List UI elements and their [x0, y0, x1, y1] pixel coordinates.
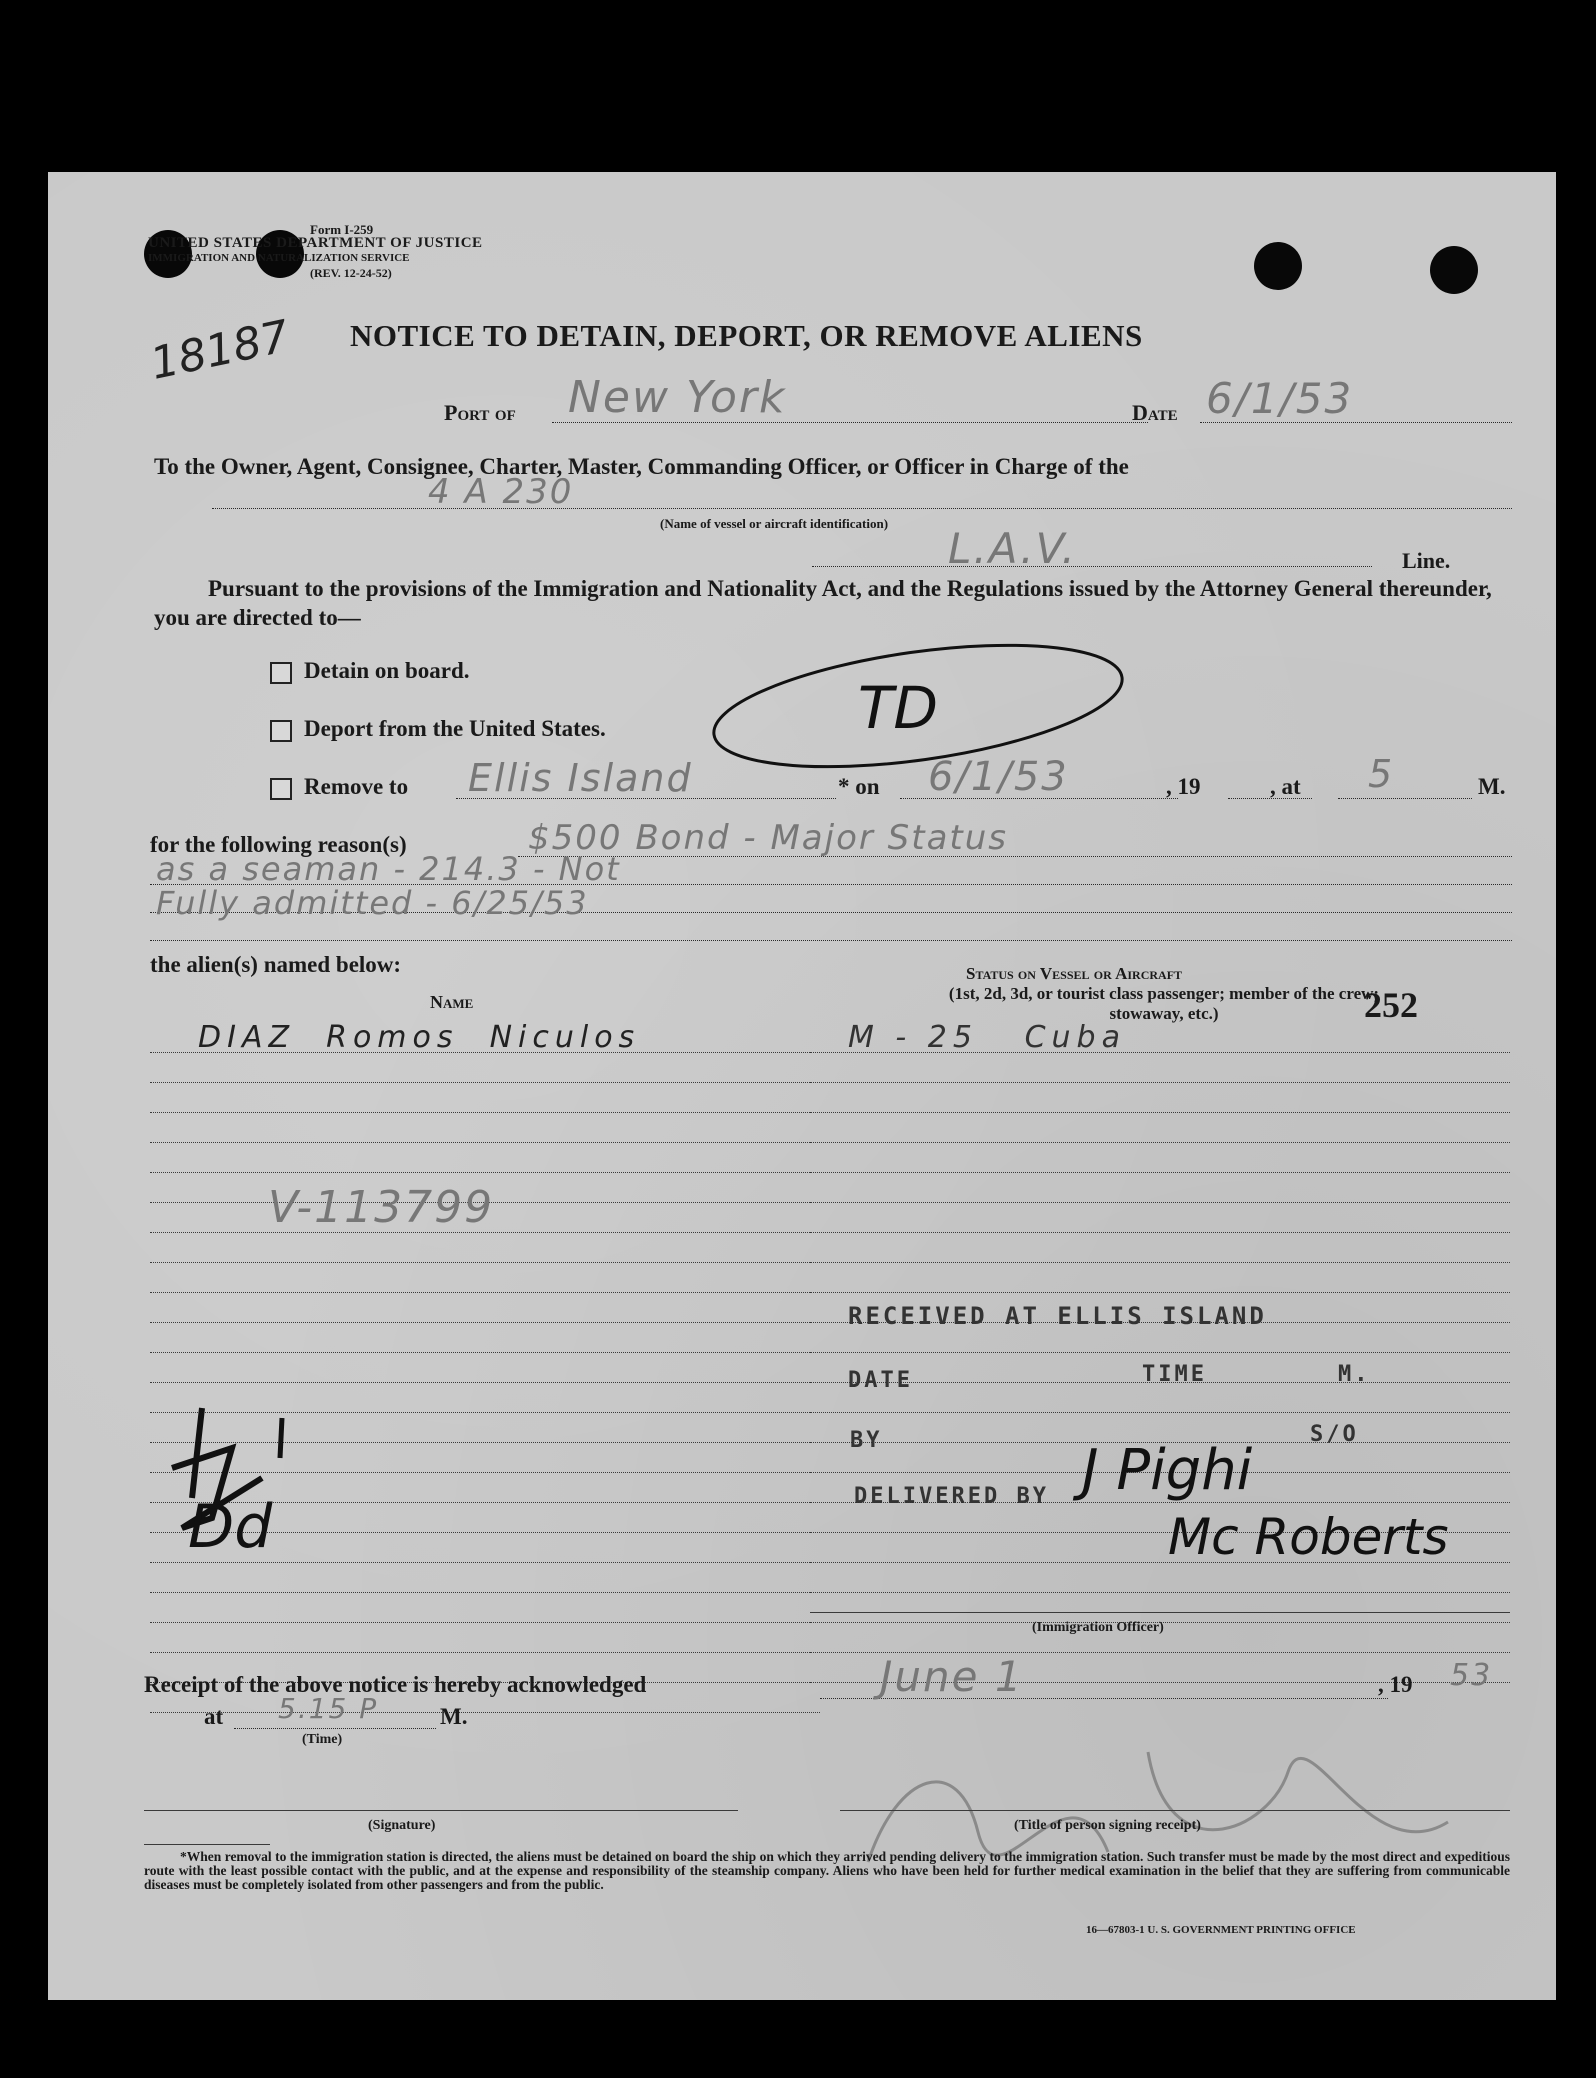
detain-checkbox[interactable] [270, 662, 292, 684]
port-value: New York [568, 372, 787, 423]
receipt-date: June 1 [880, 1652, 1024, 1701]
receipt-at-label: at [204, 1704, 224, 1729]
alien-extra-note: V-113799 [268, 1182, 495, 1233]
line-label: Line. [1402, 548, 1451, 573]
remove-at-label: , at [1270, 774, 1301, 799]
officer-signature: Mc Roberts [1168, 1508, 1449, 1566]
stamp-time-label: TIME [1142, 1362, 1207, 1387]
punch-hole-right-1 [1254, 242, 1302, 290]
svg-text:TD: TD [858, 674, 939, 742]
remove-at-value: 5 [1368, 752, 1395, 796]
remove-label: Remove to [304, 774, 409, 799]
status-column-header: Status on Vessel or Aircraft [966, 964, 1183, 983]
receipt-year-value: 53 [1450, 1658, 1493, 1693]
stamp-m-label: M. [1338, 1362, 1371, 1387]
circled-mark [698, 636, 1138, 776]
time-caption: (Time) [302, 1732, 343, 1747]
service-name: IMMIGRATION AND NATURALIZATION SERVICE [148, 252, 410, 264]
line-value: L.A.V. [948, 524, 1077, 573]
punch-hole-right-2 [1430, 246, 1478, 294]
department-name: UNITED STATES DEPARTMENT OF JUSTICE [148, 235, 483, 251]
form-number: Form I-259 [310, 222, 374, 237]
footnote: *When removal to the immigration station is directed, the aliens must be detained on board the ship on which they arrived pending delivery to the immigration station. Such transfer must be made by the most direct and expeditious route with the least possible contact with the public, and at the expense and responsibility of the steamship company. Aliens who have been held for further medical examination in the belief that they are suffering from communicable diseases must be completely isolated from other passengers and from the public. [144, 1849, 1510, 1892]
alien-name: DIAZ Romos Niculos [198, 1020, 641, 1055]
date-label: Date [1132, 400, 1178, 425]
detain-label: Detain on board. [304, 658, 470, 683]
stamp-date-label: DATE [848, 1368, 913, 1393]
form-title: NOTICE TO DETAIN, DEPORT, OR REMOVE ALIENS [350, 318, 1143, 353]
pursuant-text: Pursuant to the provisions of the Immigration and Nationality Act, and the Regulations issued by the Attorney General thereunder, you are directed to— [154, 576, 1492, 630]
port-label: Port of [444, 400, 516, 425]
deport-checkbox[interactable] [270, 720, 292, 742]
receipt-year-label: , 19 [1378, 1672, 1413, 1697]
stamp-so-label: S/O [1310, 1422, 1359, 1447]
option-detain[interactable] [270, 658, 470, 684]
form-revision: (REV. 12-24-52) [310, 266, 392, 280]
printer-mark: 16—67803-1 U. S. GOVERNMENT PRINTING OFFICE [1086, 1924, 1356, 1936]
option-remove[interactable] [270, 774, 408, 800]
handwritten-file-number: 18187 [146, 310, 294, 390]
margin-initials: Dd [188, 1492, 273, 1562]
reason-line-1: $500 Bond - Major Status [528, 818, 1009, 858]
vessel-caption: (Name of vessel or aircraft identification) [660, 516, 889, 531]
receipt-m-label: M. [440, 1704, 468, 1729]
remove-m-label: M. [1478, 774, 1506, 799]
title-signing-caption: (Title of person signing receipt) [1014, 1818, 1201, 1833]
alien-status: M - 25 Cuba [848, 1020, 1126, 1055]
deport-label: Deport from the United States. [304, 716, 606, 741]
remove-year-label: , 19 [1166, 774, 1201, 799]
name-column-header: Name [430, 992, 474, 1012]
receipt-time: 5.15 P [278, 1692, 379, 1725]
receipt-text: Receipt of the above notice is hereby acknowledged [144, 1672, 647, 1697]
to-line: To the Owner, Agent, Consignee, Charter, Master, Commanding Officer, or Officer in Charge of the [154, 454, 1129, 479]
stamp-delivered-label: DELIVERED BY [854, 1484, 1049, 1509]
reason-line-3: Fully admitted - 6/25/53 [156, 884, 589, 922]
option-deport[interactable] [270, 716, 606, 742]
reason-label: for the following reason(s) [150, 832, 407, 857]
form-document [48, 172, 1556, 2000]
status-column-subheader: (1st, 2d, 3d, or tourist class passenger; member of the crew; stowaway, etc.) [948, 984, 1380, 1023]
remove-checkbox[interactable] [270, 778, 292, 800]
remove-on-value: 6/1/53 [928, 754, 1069, 800]
stamp-by-label: BY [850, 1428, 883, 1453]
stamp-title: RECEIVED AT ELLIS ISLAND [848, 1302, 1267, 1330]
signature-caption: (Signature) [368, 1818, 436, 1833]
vessel-value: 4 A 230 [428, 472, 574, 512]
reason-line-2: as a seaman - 214.3 - Not [156, 850, 621, 888]
officer-caption: (Immigration Officer) [1032, 1620, 1164, 1635]
status-number: 252 [1364, 985, 1418, 1025]
date-value: 6/1/53 [1206, 374, 1354, 423]
remove-to-value: Ellis Island [468, 756, 693, 800]
aliens-label: the alien(s) named below: [150, 952, 402, 977]
delivered-by-signature: J Pighi [1082, 1438, 1253, 1503]
remove-on-label: * on [838, 774, 880, 799]
